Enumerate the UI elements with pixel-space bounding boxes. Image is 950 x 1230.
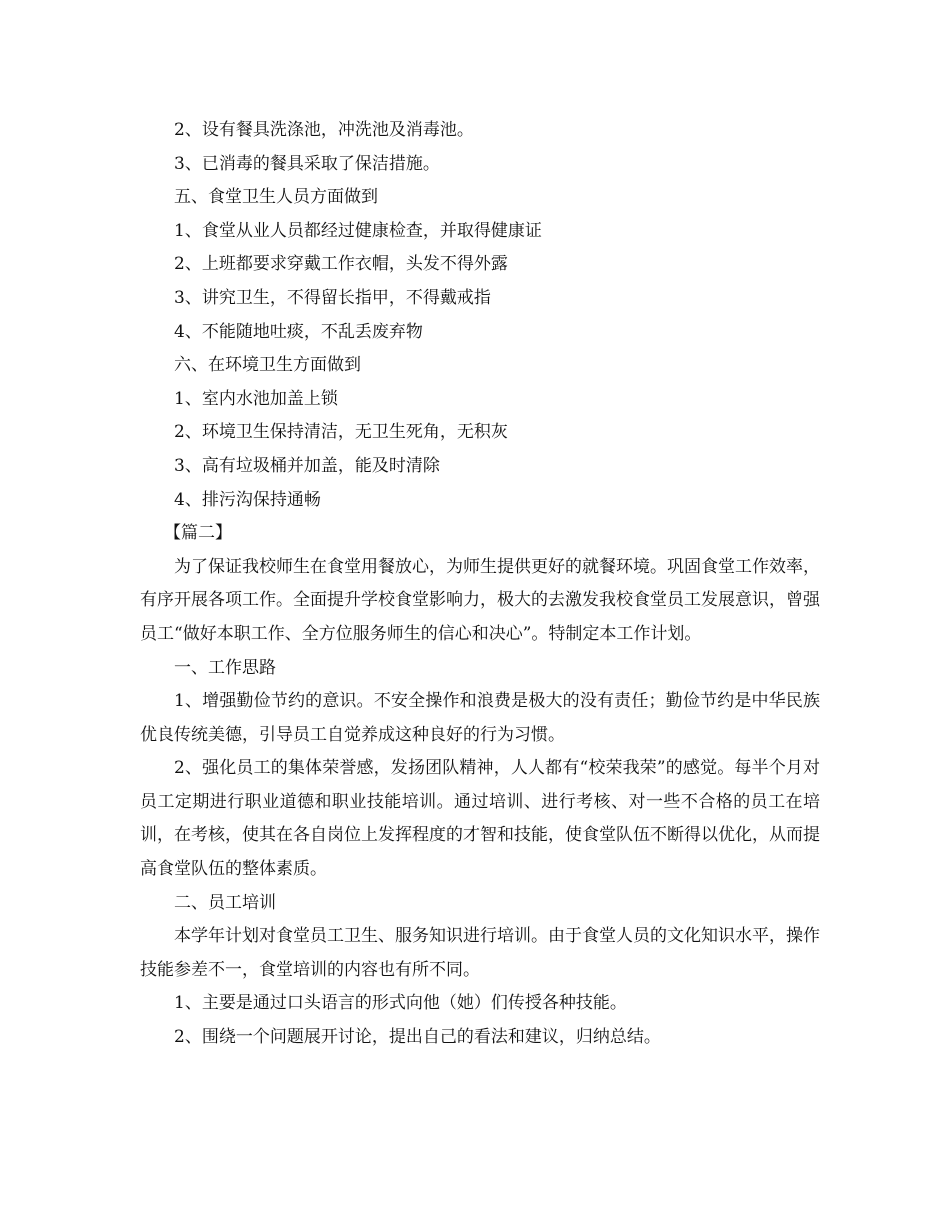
paragraph: 2、围绕一个问题展开讨论，提出自己的看法和建议，归纳总结。 <box>174 1027 661 1048</box>
paragraph: 为了保证我校师生在食堂用餐放心，为师生提供更好的就餐环境。巩固食堂工作效率，有序开展各项工作。全面提升学校食堂影响力，极大的去激发我校食堂员工发展意识，曾强员工“做好本职工作、全方位服务师生的信心和决心”。特制定本工作计划。 <box>140 556 820 644</box>
paragraph: 1、食堂从业人员都经过健康检查，并取得健康证 <box>174 220 542 241</box>
section-heading: 二、员工培训 <box>174 892 276 913</box>
paragraph: 3、已消毒的餐具采取了保洁措施。 <box>174 153 440 174</box>
paragraph: 1、增强勤俭节约的意识。不安全操作和浪费是极大的没有责任；勤俭节约是中华民族优良传统美德，引导员工自觉养成这种良好的行为习惯。 <box>140 691 820 745</box>
paragraph: 2、环境卫生保持清洁，无卫生死角，无积灰 <box>174 422 508 443</box>
paragraph: 2、强化员工的集体荣誉感，发扬团队精神，人人都有“校荣我荣”的感觉。每半个月对员工定期进行职业道德和职业技能培训。通过培训、进行考核、对一些不合格的员工在培训，在考核，使其在各自岗位上发挥程度的才智和技能，使食堂队伍不断得以优化，从而提高食堂队伍的整体素质。 <box>140 758 820 880</box>
paragraph: 2、上班都要求穿戴工作衣帽，头发不得外露 <box>174 254 508 275</box>
section-heading: 六、在环境卫生方面做到 <box>174 355 361 376</box>
document-body <box>140 114 820 1055</box>
paragraph: 3、高有垃圾桶并加盖，能及时清除 <box>174 455 440 476</box>
section-heading: 五、食堂卫生人员方面做到 <box>174 187 378 208</box>
paragraph: 4、排污沟保持通畅 <box>174 489 321 510</box>
part-heading: 【篇二】 <box>164 523 232 544</box>
paragraph: 3、讲究卫生，不得留长指甲，不得戴戒指 <box>174 287 491 308</box>
paragraph: 1、主要是通过口头语言的形式向他（她）们传授各种技能。 <box>174 993 627 1014</box>
paragraph: 2、设有餐具洗涤池，冲洗池及消毒池。 <box>174 120 474 140</box>
paragraph: 1、室内水池加盖上锁 <box>174 388 338 409</box>
paragraph: 本学年计划对食堂员工卫生、服务知识进行培训。由于食堂人员的文化知识水平，操作技能参差不一，食堂培训的内容也有所不同。 <box>140 926 820 980</box>
section-heading: 一、工作思路 <box>174 657 276 678</box>
paragraph: 4、不能随地吐痰，不乱丢废弃物 <box>174 321 423 342</box>
